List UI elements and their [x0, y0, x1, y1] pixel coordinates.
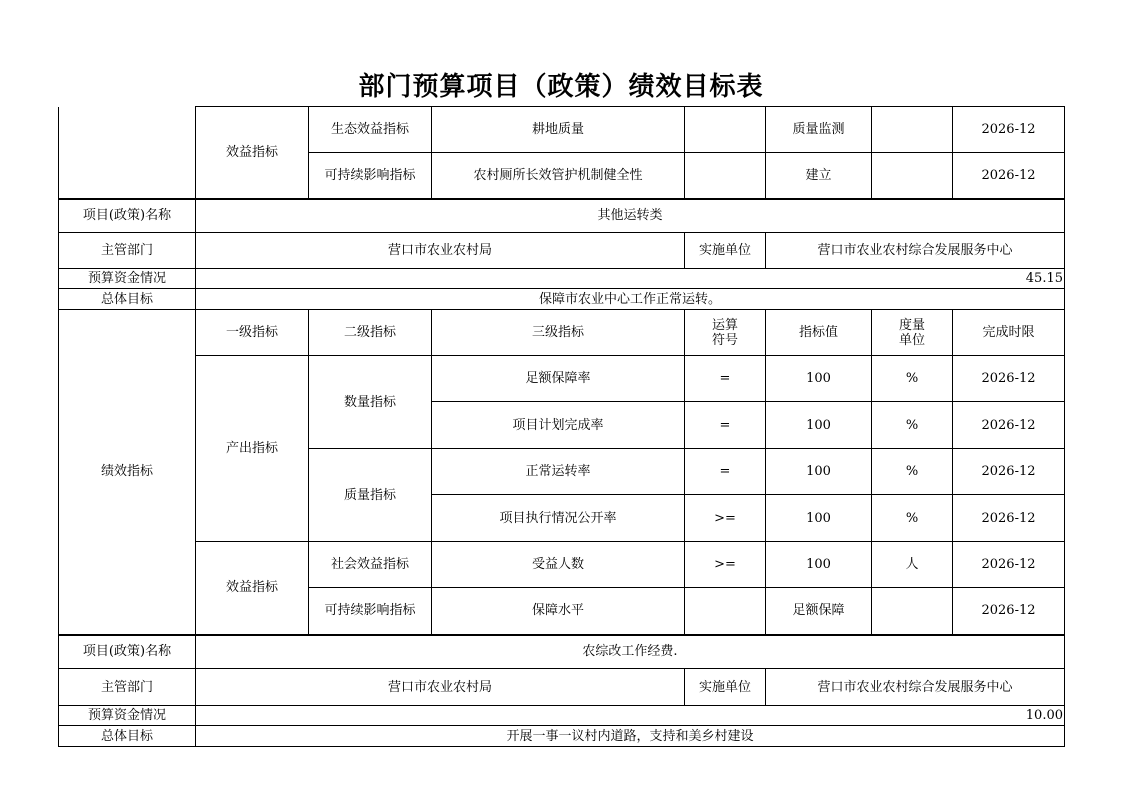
goal-value: 保障市农业中心工作正常运转。 [196, 289, 1065, 310]
value-cell: 100 [766, 356, 872, 402]
impl-unit-value: 营口市农业农村综合发展服务中心 [766, 669, 1065, 706]
operator-cell: >= [685, 495, 766, 542]
level2-cell: 生态效益指标 [309, 107, 432, 153]
header-level1: 一级指标 [196, 310, 309, 356]
table-row [59, 107, 1065, 153]
table-row [59, 706, 1065, 726]
level1-cell: 效益指标 [196, 107, 309, 199]
goal-label: 总体目标 [59, 726, 196, 747]
dept-value: 营口市农业农村局 [196, 233, 685, 269]
operator-cell [685, 588, 766, 635]
goal-label: 总体目标 [59, 289, 196, 310]
table-row [59, 542, 1065, 588]
operator-cell: = [685, 356, 766, 402]
unit-cell [872, 107, 953, 153]
table-header-row [59, 310, 1065, 356]
table-row [59, 726, 1065, 747]
unit-cell: % [872, 495, 953, 542]
header-deadline: 完成时限 [953, 310, 1065, 356]
value-cell: 100 [766, 495, 872, 542]
perf-label: 绩效指标 [59, 310, 196, 635]
deadline-cell: 2026-12 [953, 402, 1065, 449]
level3-cell: 耕地质量 [432, 107, 685, 153]
table-row [59, 669, 1065, 706]
dept-label: 主管部门 [59, 233, 196, 269]
value-cell: 100 [766, 449, 872, 495]
operator-cell [685, 107, 766, 153]
level3-cell: 足额保障率 [432, 356, 685, 402]
unit-cell: % [872, 449, 953, 495]
operator-cell: >= [685, 542, 766, 588]
value-cell: 建立 [766, 153, 872, 199]
budget-label: 预算资金情况 [59, 706, 196, 726]
value-cell: 100 [766, 402, 872, 449]
project-name-value: 农综改工作经费. [196, 635, 1065, 669]
level2-cell: 数量指标 [309, 356, 432, 449]
empty-cell [59, 107, 196, 199]
table-row [59, 289, 1065, 310]
unit-cell: % [872, 402, 953, 449]
table-row [59, 199, 1065, 233]
impl-unit-value: 营口市农业农村综合发展服务中心 [766, 233, 1065, 269]
budget-value: 10.00 [196, 706, 1065, 726]
level3-cell: 保障水平 [432, 588, 685, 635]
level1-cell: 效益指标 [196, 542, 309, 635]
table-row [59, 269, 1065, 289]
header-level3: 三级指标 [432, 310, 685, 356]
goal-value: 开展一事一议村内道路，支持和美乡村建设 [196, 726, 1065, 747]
impl-unit-label: 实施单位 [685, 669, 766, 706]
value-cell: 质量监测 [766, 107, 872, 153]
level3-cell: 项目计划完成率 [432, 402, 685, 449]
level3-cell: 农村厕所长效管护机制健全性 [432, 153, 685, 199]
level2-cell: 可持续影响指标 [309, 588, 432, 635]
table-row [59, 356, 1065, 402]
performance-table [58, 106, 1065, 747]
budget-value: 45.15 [196, 269, 1065, 289]
deadline-cell: 2026-12 [953, 542, 1065, 588]
deadline-cell: 2026-12 [953, 495, 1065, 542]
dept-value: 营口市农业农村局 [196, 669, 685, 706]
deadline-cell: 2026-12 [953, 153, 1065, 199]
header-value: 指标值 [766, 310, 872, 356]
impl-unit-label: 实施单位 [685, 233, 766, 269]
level2-cell: 可持续影响指标 [309, 153, 432, 199]
deadline-cell: 2026-12 [953, 588, 1065, 635]
unit-cell [872, 588, 953, 635]
budget-label: 预算资金情况 [59, 269, 196, 289]
level2-cell: 社会效益指标 [309, 542, 432, 588]
deadline-cell: 2026-12 [953, 107, 1065, 153]
table-row [59, 635, 1065, 669]
page-title: 部门预算项目（政策）绩效目标表 [358, 72, 764, 102]
unit-cell [872, 153, 953, 199]
value-cell: 100 [766, 542, 872, 588]
level3-cell: 正常运转率 [432, 449, 685, 495]
level1-cell: 产出指标 [196, 356, 309, 542]
level2-cell: 质量指标 [309, 449, 432, 542]
header-unit: 度量 单位 [872, 310, 953, 356]
deadline-cell: 2026-12 [953, 449, 1065, 495]
project-name-label: 项目(政策)名称 [59, 635, 196, 669]
unit-cell: 人 [872, 542, 953, 588]
level3-cell: 项目执行情况公开率 [432, 495, 685, 542]
deadline-cell: 2026-12 [953, 356, 1065, 402]
project-name-value: 其他运转类 [196, 199, 1065, 233]
table-row [59, 233, 1065, 269]
unit-cell: % [872, 356, 953, 402]
value-cell: 足额保障 [766, 588, 872, 635]
operator-cell: = [685, 449, 766, 495]
header-level2: 二级指标 [309, 310, 432, 356]
level3-cell: 受益人数 [432, 542, 685, 588]
header-operator: 运算 符号 [685, 310, 766, 356]
operator-cell: = [685, 402, 766, 449]
operator-cell [685, 153, 766, 199]
dept-label: 主管部门 [59, 669, 196, 706]
project-name-label: 项目(政策)名称 [59, 199, 196, 233]
